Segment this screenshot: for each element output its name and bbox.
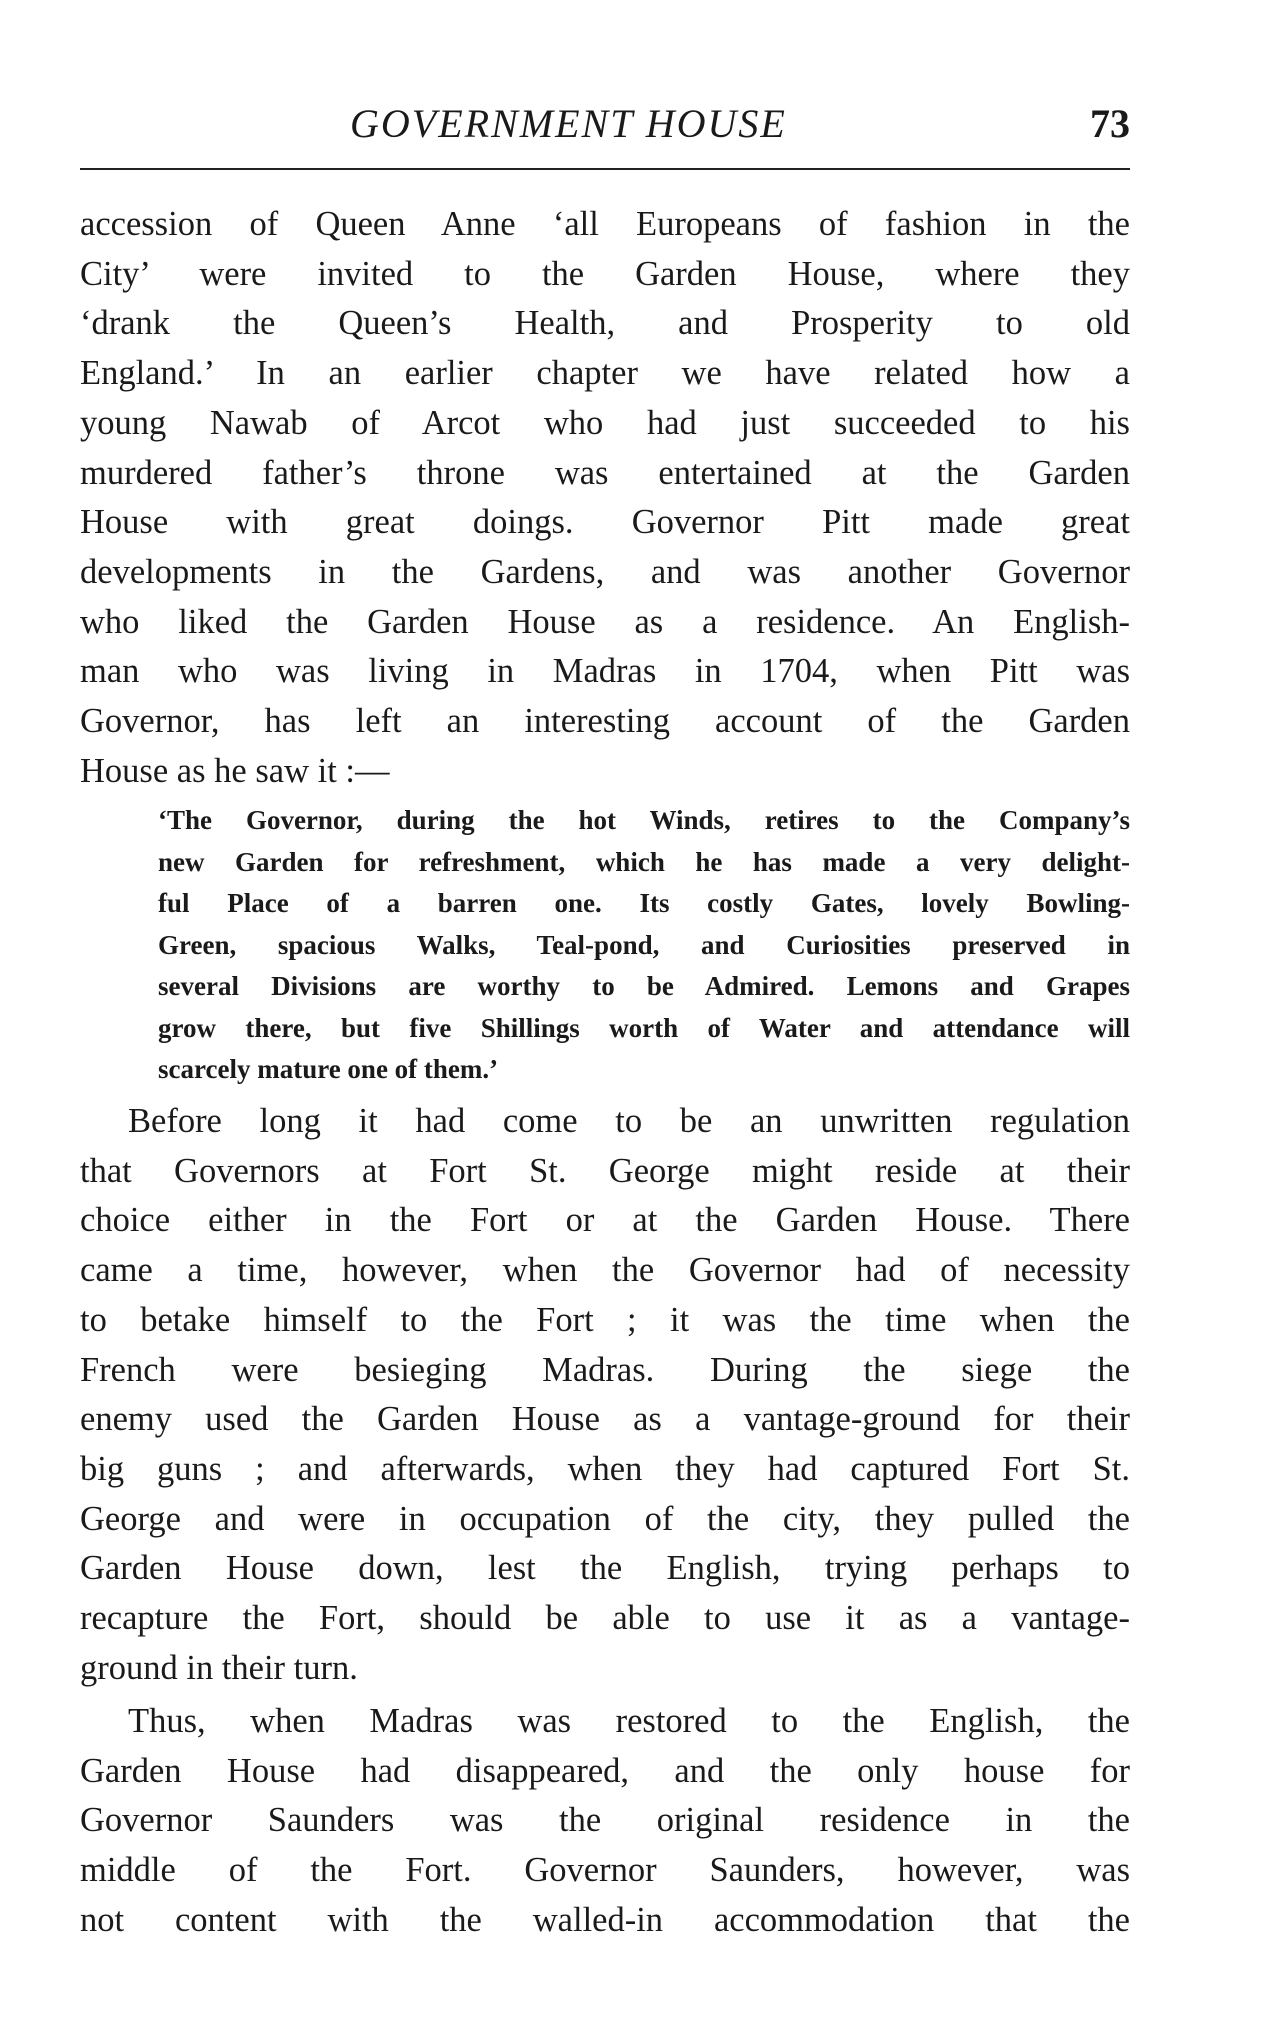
running-head — [80, 100, 1130, 150]
text-line: man who was living in Madras in 1704, when Pitt was — [80, 652, 1130, 691]
text-line: to betake himself to the Fort ; it was the time when the — [80, 1300, 1130, 1339]
quote-line: ful Place of a barren one. Its costly Gates, lovely Bowling- — [158, 888, 1130, 918]
text-line: House with great doings. Governor Pitt made great — [80, 503, 1130, 542]
text-line: that Governors at Fort St. George might reside at their — [80, 1151, 1130, 1190]
quote-line: ‘The Governor, during the hot Winds, retires to the Company’s — [158, 805, 1130, 835]
text-line: enemy used the Garden House as a vantage-ground for their — [80, 1400, 1130, 1439]
text-line: House as he saw it :— — [80, 751, 390, 790]
page-number: 73 — [1090, 101, 1130, 146]
text-line: accession of Queen Anne ‘all Europeans of fashion in the — [80, 205, 1130, 243]
paragraph-3 — [80, 1697, 1130, 1946]
text-line: Garden House down, lest the English, trying perhaps to — [80, 1549, 1130, 1588]
text-line: Governor Saunders was the original residence in the — [80, 1801, 1130, 1840]
text-line: developments in the Gardens, and was another Governor — [80, 552, 1130, 591]
text-line: Before long it had come to be an unwritten regulation — [128, 1102, 1130, 1140]
paragraph-1 — [80, 200, 1130, 796]
text-line: ground in their turn. — [80, 1648, 358, 1687]
text-line: young Nawab of Arcot who had just succeeded to his — [80, 403, 1130, 442]
text-line: big guns ; and afterwards, when they had captured Fort St. — [80, 1449, 1130, 1488]
text-line: Garden House had disappeared, and the only house for — [80, 1751, 1130, 1790]
quote-line: scarcely mature one of them.’ — [158, 1054, 499, 1084]
text-line: came a time, however, when the Governor had of necessity — [80, 1251, 1130, 1290]
text-line: not content with the walled-in accommodation that the — [80, 1900, 1130, 1939]
text-line: French were besieging Madras. During the siege the — [80, 1350, 1130, 1389]
text-line: who liked the Garden House as a residence. An English- — [80, 602, 1130, 641]
block-quote — [158, 800, 1130, 1091]
text-line: middle of the Fort. Governor Saunders, however, was — [80, 1851, 1130, 1890]
running-head-title: GOVERNMENT HOUSE — [350, 101, 787, 146]
text-line: Governor, has left an interesting account of the Garden — [80, 702, 1130, 741]
quote-line: Green, spacious Walks, Teal-pond, and Curiosities preserved in — [158, 929, 1130, 960]
paragraph-2 — [80, 1097, 1130, 1693]
text-line: choice either in the Fort or at the Garden House. There — [80, 1201, 1130, 1240]
header-rule — [80, 168, 1130, 170]
text-line: George and were in occupation of the city, they pulled the — [80, 1499, 1130, 1538]
text-line: murdered father’s throne was entertained at the Garden — [80, 453, 1130, 492]
quote-line: several Divisions are worthy to be Admired. Lemons and Grapes — [158, 971, 1130, 1001]
text-line: recapture the Fort, should be able to use it as a vantage- — [80, 1599, 1130, 1638]
text-line: Thus, when Madras was restored to the English, the — [128, 1702, 1130, 1740]
quote-line: new Garden for refreshment, which he has made a very delight- — [158, 846, 1130, 877]
text-line: ‘drank the Queen’s Health, and Prosperity to old — [80, 304, 1130, 343]
quote-line: grow there, but five Shillings worth of Water and attendance will — [158, 1012, 1130, 1043]
text-line: City’ were invited to the Garden House, where they — [80, 254, 1130, 293]
text-line: England.’ In an earlier chapter we have related how a — [80, 354, 1130, 393]
